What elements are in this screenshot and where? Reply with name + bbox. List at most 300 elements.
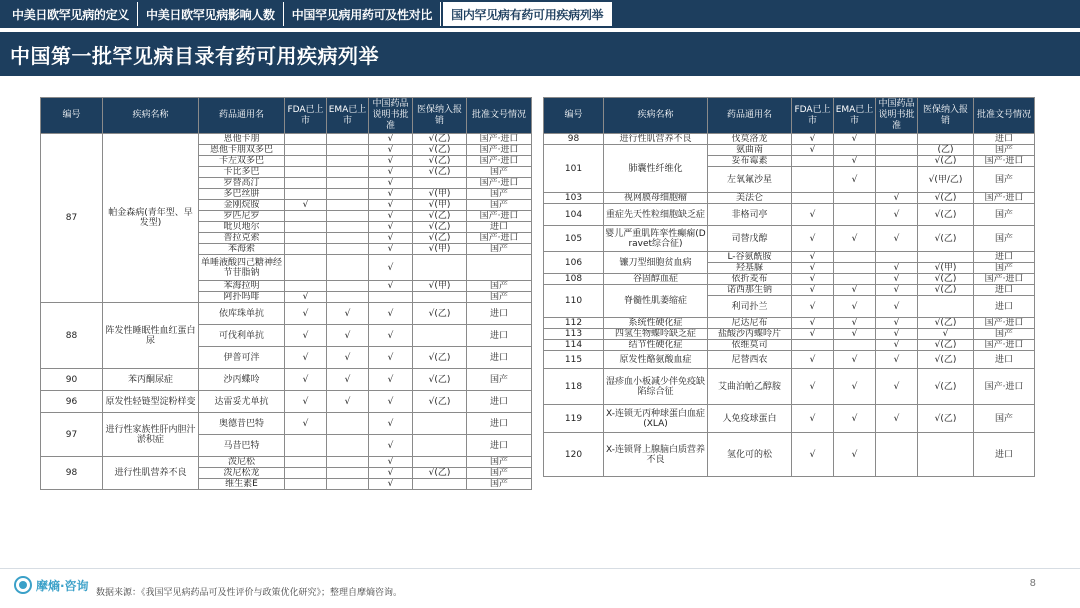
ema-status: √ [834, 369, 876, 405]
drug-name: 利司扑兰 [708, 296, 792, 318]
china-approval-status: √ [876, 274, 918, 285]
tab-affected-population[interactable]: 中美日欧罕见病影响人数 [138, 2, 284, 26]
drug-name: 艾曲泊帕乙醇胺 [708, 369, 792, 405]
disease-number: 119 [544, 405, 604, 433]
approval-status: 进口 [974, 433, 1035, 477]
insurance-status [918, 252, 974, 263]
brand-logo [14, 576, 89, 594]
approval-status: 国产·进口 [974, 369, 1035, 405]
table-row [544, 369, 1035, 405]
china-approval-status: √ [369, 222, 413, 233]
insurance-status [918, 296, 974, 318]
china-approval-status: √ [369, 200, 413, 211]
insurance-status [413, 292, 467, 303]
right-disease-table [543, 97, 1035, 477]
china-approval-status: √ [876, 369, 918, 405]
fda-status: √ [792, 369, 834, 405]
insurance-status [918, 433, 974, 477]
china-approval-status: √ [876, 204, 918, 226]
approval-status: 国产·进口 [974, 274, 1035, 285]
ema-status [327, 200, 369, 211]
drug-name: 达雷妥尤单抗 [199, 391, 285, 413]
disease-number: 87 [41, 134, 103, 303]
tab-drug-accessibility[interactable]: 中国罕见病用药可及性对比 [284, 2, 441, 26]
table-row [544, 274, 1035, 285]
china-approval-status: √ [369, 435, 413, 457]
china-approval-status: √ [369, 244, 413, 255]
insurance-status: √(乙) [918, 369, 974, 405]
approval-status: 国产 [467, 244, 532, 255]
disease-name: 四氢生物蝶呤缺乏症 [604, 329, 708, 340]
ema-status [834, 193, 876, 204]
approval-status: 国产·进口 [467, 178, 532, 189]
drug-name: 恩他卡朋 [199, 134, 285, 145]
drug-name: 尼达尼布 [708, 318, 792, 329]
disease-number: 112 [544, 318, 604, 329]
ema-status [834, 145, 876, 156]
fda-status: √ [792, 274, 834, 285]
disease-name: 系统性硬化症 [604, 318, 708, 329]
insurance-status [413, 413, 467, 435]
ema-status: √ [834, 167, 876, 193]
header-insurance: 医保纳入报销 [413, 98, 467, 134]
disease-number: 88 [41, 303, 103, 369]
ema-status [327, 167, 369, 178]
insurance-status: √(乙) [413, 211, 467, 222]
approval-status: 进口 [467, 222, 532, 233]
disease-number: 97 [41, 413, 103, 457]
fda-status: √ [285, 325, 327, 347]
drug-name: 尼替西农 [708, 351, 792, 369]
table-row [41, 391, 532, 413]
table-row [41, 134, 532, 145]
china-approval-status: √ [369, 145, 413, 156]
disease-number: 108 [544, 274, 604, 285]
china-approval-status: √ [876, 296, 918, 318]
china-approval-status: √ [369, 156, 413, 167]
approval-status: 国产·进口 [467, 156, 532, 167]
ema-status [327, 156, 369, 167]
disease-number: 104 [544, 204, 604, 226]
ema-status [327, 244, 369, 255]
approval-status: 国产 [974, 167, 1035, 193]
approval-status: 国产·进口 [974, 340, 1035, 351]
china-approval-status: √ [369, 347, 413, 369]
approval-status: 进口 [974, 285, 1035, 296]
approval-status: 国产 [467, 189, 532, 200]
fda-status [285, 281, 327, 292]
drug-name: 依维莫司 [708, 340, 792, 351]
approval-status: 国产 [467, 369, 532, 391]
drug-name: 司替戊醇 [708, 226, 792, 252]
china-approval-status: √ [876, 340, 918, 351]
ema-status [327, 435, 369, 457]
fda-status: √ [792, 145, 834, 156]
drug-name: 人免疫球蛋白 [708, 405, 792, 433]
insurance-status: √(甲) [413, 281, 467, 292]
china-approval-status: √ [369, 468, 413, 479]
insurance-status: √(乙) [413, 391, 467, 413]
fda-status: √ [792, 433, 834, 477]
disease-number: 113 [544, 329, 604, 340]
disease-name: 湿疹血小板减少伴免疫缺陷综合征 [604, 369, 708, 405]
drug-name: 苯海索 [199, 244, 285, 255]
fda-status: √ [285, 347, 327, 369]
table-row [544, 193, 1035, 204]
header-china-approval: 中国药品说明书批准 [876, 98, 918, 134]
table-row [41, 413, 532, 435]
approval-status: 国产·进口 [467, 145, 532, 156]
fda-status: √ [792, 226, 834, 252]
fda-status: √ [285, 413, 327, 435]
insurance-status: √(甲) [413, 244, 467, 255]
insurance-status: √(乙) [918, 318, 974, 329]
ema-status [327, 255, 369, 281]
ema-status: √ [834, 285, 876, 296]
logo-text: 摩熵·咨询 [36, 578, 89, 593]
fda-status: √ [792, 351, 834, 369]
china-approval-status: √ [369, 233, 413, 244]
page-title: 中国第一批罕见病目录有药可用疾病列举 [10, 43, 379, 68]
header-drug: 药品通用名 [199, 98, 285, 134]
approval-status: 国产 [974, 204, 1035, 226]
header-fda: FDA已上市 [792, 98, 834, 134]
disease-number: 115 [544, 351, 604, 369]
drug-name: 可伐利单抗 [199, 325, 285, 347]
china-approval-status [369, 292, 413, 303]
drug-name: 羟基脲 [708, 263, 792, 274]
insurance-status: √(乙) [413, 347, 467, 369]
drug-name: 维生素E [199, 479, 285, 490]
insurance-status [413, 325, 467, 347]
title-bar [0, 32, 1080, 76]
header-ema: EMA已上市 [327, 98, 369, 134]
ema-status [327, 468, 369, 479]
approval-status: 国产·进口 [467, 233, 532, 244]
drug-name: 左氧氟沙星 [708, 167, 792, 193]
approval-status: 进口 [467, 347, 532, 369]
approval-status: 进口 [467, 303, 532, 325]
fda-status [285, 457, 327, 468]
china-approval-status: √ [369, 413, 413, 435]
header-no: 编号 [544, 98, 604, 134]
ema-status: √ [834, 433, 876, 477]
insurance-status [918, 134, 974, 145]
insurance-status: √(乙) [413, 167, 467, 178]
fda-status: √ [792, 204, 834, 226]
ema-status [327, 189, 369, 200]
ema-status: √ [834, 318, 876, 329]
ema-status [327, 479, 369, 490]
approval-status: 国产 [467, 167, 532, 178]
insurance-status: √(乙) [918, 204, 974, 226]
disease-name: 进行性家族性肝内胆汁淤积症 [103, 413, 199, 457]
fda-status: √ [792, 252, 834, 263]
insurance-status [413, 435, 467, 457]
ema-status [834, 274, 876, 285]
insurance-status: √(乙) [413, 303, 467, 325]
insurance-status: √(乙) [918, 285, 974, 296]
table-row [41, 457, 532, 468]
table-header-row [41, 98, 532, 134]
insurance-status: √(甲) [918, 263, 974, 274]
insurance-status: √(乙) [918, 405, 974, 433]
approval-status [467, 255, 532, 281]
table-row [544, 285, 1035, 296]
fda-status [792, 167, 834, 193]
approval-status: 进口 [974, 134, 1035, 145]
china-approval-status [876, 167, 918, 193]
ema-status [327, 413, 369, 435]
table-header-row [544, 98, 1035, 134]
fda-status [285, 255, 327, 281]
fda-status: √ [792, 263, 834, 274]
disease-name: 脊髓性肌萎缩症 [604, 285, 708, 318]
disease-number: 114 [544, 340, 604, 351]
approval-status: 国产 [467, 200, 532, 211]
header-approval-status: 批准文号情况 [974, 98, 1035, 134]
approval-status: 国产 [974, 226, 1035, 252]
ema-status: √ [327, 369, 369, 391]
fda-status [285, 178, 327, 189]
fda-status: √ [792, 134, 834, 145]
ema-status [834, 263, 876, 274]
ema-status [834, 204, 876, 226]
table-row [544, 405, 1035, 433]
table-row [544, 340, 1035, 351]
insurance-status: √(乙) [918, 351, 974, 369]
fda-status: √ [792, 285, 834, 296]
table-row [544, 145, 1035, 156]
drug-name: 伊普可泮 [199, 347, 285, 369]
disease-number: 101 [544, 145, 604, 193]
ema-status [327, 145, 369, 156]
drug-name: 奥德昔巴特 [199, 413, 285, 435]
tab-bar [0, 0, 1080, 30]
china-approval-status: √ [369, 457, 413, 468]
ema-status: √ [327, 303, 369, 325]
fda-status [285, 468, 327, 479]
footer-divider [0, 568, 1080, 569]
china-approval-status: √ [369, 211, 413, 222]
drug-name: 美法仑 [708, 193, 792, 204]
ema-status [834, 340, 876, 351]
fda-status [285, 479, 327, 490]
disease-name: 进行性肌营养不良 [604, 134, 708, 145]
disease-name: X-连锁无丙种球蛋白血症(XLA) [604, 405, 708, 433]
drug-name: 罗匹尼罗 [199, 211, 285, 222]
disease-name: 视网膜母细胞瘤 [604, 193, 708, 204]
fda-status [285, 222, 327, 233]
china-approval-status: √ [876, 226, 918, 252]
drug-name: 依库珠单抗 [199, 303, 285, 325]
tab-rare-disease-definition[interactable]: 中美日欧罕见病的定义 [4, 2, 138, 26]
insurance-status: (乙) [918, 145, 974, 156]
china-approval-status: √ [369, 134, 413, 145]
drug-name: 多巴丝肼 [199, 189, 285, 200]
disease-number: 105 [544, 226, 604, 252]
fda-status: √ [285, 303, 327, 325]
drug-name: 苯海拉明 [199, 281, 285, 292]
china-approval-status: √ [369, 369, 413, 391]
fda-status [285, 156, 327, 167]
china-approval-status [876, 156, 918, 167]
page-number: 8 [1029, 578, 1036, 589]
table-row [544, 318, 1035, 329]
drug-name: 罗替高汀 [199, 178, 285, 189]
ema-status: √ [327, 391, 369, 413]
disease-name: 阵发性睡眠性血红蛋白尿 [103, 303, 199, 369]
ema-status [327, 292, 369, 303]
ema-status [834, 252, 876, 263]
header-no: 编号 [41, 98, 103, 134]
header-disease: 疾病名称 [103, 98, 199, 134]
china-approval-status: √ [369, 281, 413, 292]
china-approval-status: √ [876, 405, 918, 433]
china-approval-status: √ [876, 193, 918, 204]
disease-name: 重症先天性粒细胞缺乏症 [604, 204, 708, 226]
insurance-status: √(乙) [918, 274, 974, 285]
approval-status: 国产 [467, 457, 532, 468]
drug-name: 普拉克索 [199, 233, 285, 244]
ema-status: √ [834, 156, 876, 167]
insurance-status: √(乙) [918, 156, 974, 167]
approval-status: 国产·进口 [467, 134, 532, 145]
drug-name: 马昔巴特 [199, 435, 285, 457]
table-row [544, 329, 1035, 340]
insurance-status [413, 479, 467, 490]
fda-status: √ [285, 200, 327, 211]
drug-name: 妥布霉素 [708, 156, 792, 167]
approval-status: 国产 [974, 329, 1035, 340]
insurance-status: √(甲) [413, 200, 467, 211]
ema-status [327, 233, 369, 244]
ema-status [327, 222, 369, 233]
ema-status: √ [834, 329, 876, 340]
insurance-status [413, 457, 467, 468]
approval-status: 进口 [467, 391, 532, 413]
disease-name: 谷固醇血症 [604, 274, 708, 285]
fda-status: √ [792, 318, 834, 329]
table-row [544, 204, 1035, 226]
drug-name: 非格司亭 [708, 204, 792, 226]
ema-status [327, 281, 369, 292]
ema-status: √ [834, 405, 876, 433]
ema-status [327, 211, 369, 222]
fda-status [285, 134, 327, 145]
insurance-status: √(乙) [413, 145, 467, 156]
disease-name: X-连锁肾上腺脑白质营养不良 [604, 433, 708, 477]
china-approval-status: √ [876, 329, 918, 340]
approval-status: 国产 [467, 479, 532, 490]
left-disease-table [40, 97, 532, 490]
china-approval-status: √ [369, 303, 413, 325]
drug-name: 伐莫洛龙 [708, 134, 792, 145]
china-approval-status: √ [876, 318, 918, 329]
insurance-status: √(乙) [413, 369, 467, 391]
disease-number: 98 [544, 134, 604, 145]
insurance-status: √(乙) [413, 134, 467, 145]
approval-status: 进口 [974, 351, 1035, 369]
approval-status: 国产·进口 [974, 156, 1035, 167]
china-approval-status: √ [876, 351, 918, 369]
ema-status: √ [834, 296, 876, 318]
disease-name: 结节性硬化症 [604, 340, 708, 351]
fda-status: √ [792, 329, 834, 340]
fda-status: √ [285, 292, 327, 303]
fda-status: √ [285, 391, 327, 413]
drug-name: 阿扑吗啡 [199, 292, 285, 303]
table-row [544, 433, 1035, 477]
approval-status: 国产·进口 [974, 318, 1035, 329]
china-approval-status: √ [369, 325, 413, 347]
header-china-approval: 中国药品说明书批准 [369, 98, 413, 134]
table-row [41, 303, 532, 325]
ema-status: √ [834, 134, 876, 145]
disease-name: 镰刀型细胞贫血病 [604, 252, 708, 274]
insurance-status: √(乙) [413, 156, 467, 167]
china-approval-status [876, 145, 918, 156]
drug-name: 沙丙蝶呤 [199, 369, 285, 391]
table-row [544, 351, 1035, 369]
drug-name: L-谷氨酰胺 [708, 252, 792, 263]
insurance-status: √(乙) [413, 233, 467, 244]
fda-status [285, 435, 327, 457]
table-row [544, 226, 1035, 252]
fda-status: √ [792, 296, 834, 318]
insurance-status: √(甲/乙) [918, 167, 974, 193]
disease-name: 肺囊性纤维化 [604, 145, 708, 193]
ema-status: √ [834, 351, 876, 369]
tab-domestic-disease-list[interactable]: 国内罕见病有药可用疾病列举 [443, 2, 612, 26]
insurance-status: √(乙) [413, 222, 467, 233]
table-row [41, 369, 532, 391]
drug-name: 诺西那生钠 [708, 285, 792, 296]
header-insurance: 医保纳入报销 [918, 98, 974, 134]
insurance-status: √(乙) [918, 226, 974, 252]
insurance-status: √(乙) [918, 340, 974, 351]
china-approval-status [876, 134, 918, 145]
china-approval-status: √ [369, 479, 413, 490]
approval-status: 进口 [467, 435, 532, 457]
header-disease: 疾病名称 [604, 98, 708, 134]
ema-status: √ [834, 226, 876, 252]
china-approval-status: √ [369, 391, 413, 413]
insurance-status: √(乙) [413, 468, 467, 479]
insurance-status [413, 255, 467, 281]
approval-status: 国产·进口 [467, 211, 532, 222]
insurance-status: √(乙) [918, 193, 974, 204]
approval-status: 国产 [974, 145, 1035, 156]
header-fda: FDA已上市 [285, 98, 327, 134]
ema-status: √ [327, 347, 369, 369]
disease-number: 106 [544, 252, 604, 274]
header-approval-status: 批准文号情况 [467, 98, 532, 134]
drug-name: 吡贝地尔 [199, 222, 285, 233]
fda-status [792, 156, 834, 167]
insurance-status: √ [918, 329, 974, 340]
disease-name: 苯丙酮尿症 [103, 369, 199, 391]
approval-status: 国产 [974, 405, 1035, 433]
fda-status [285, 211, 327, 222]
drug-name: 盐酸沙丙蝶呤片 [708, 329, 792, 340]
insurance-status [413, 178, 467, 189]
approval-status: 国产 [467, 292, 532, 303]
header-drug: 药品通用名 [708, 98, 792, 134]
disease-number: 90 [41, 369, 103, 391]
disease-name: 原发性酪氨酸血症 [604, 351, 708, 369]
drug-name: 卡左双多巴 [199, 156, 285, 167]
